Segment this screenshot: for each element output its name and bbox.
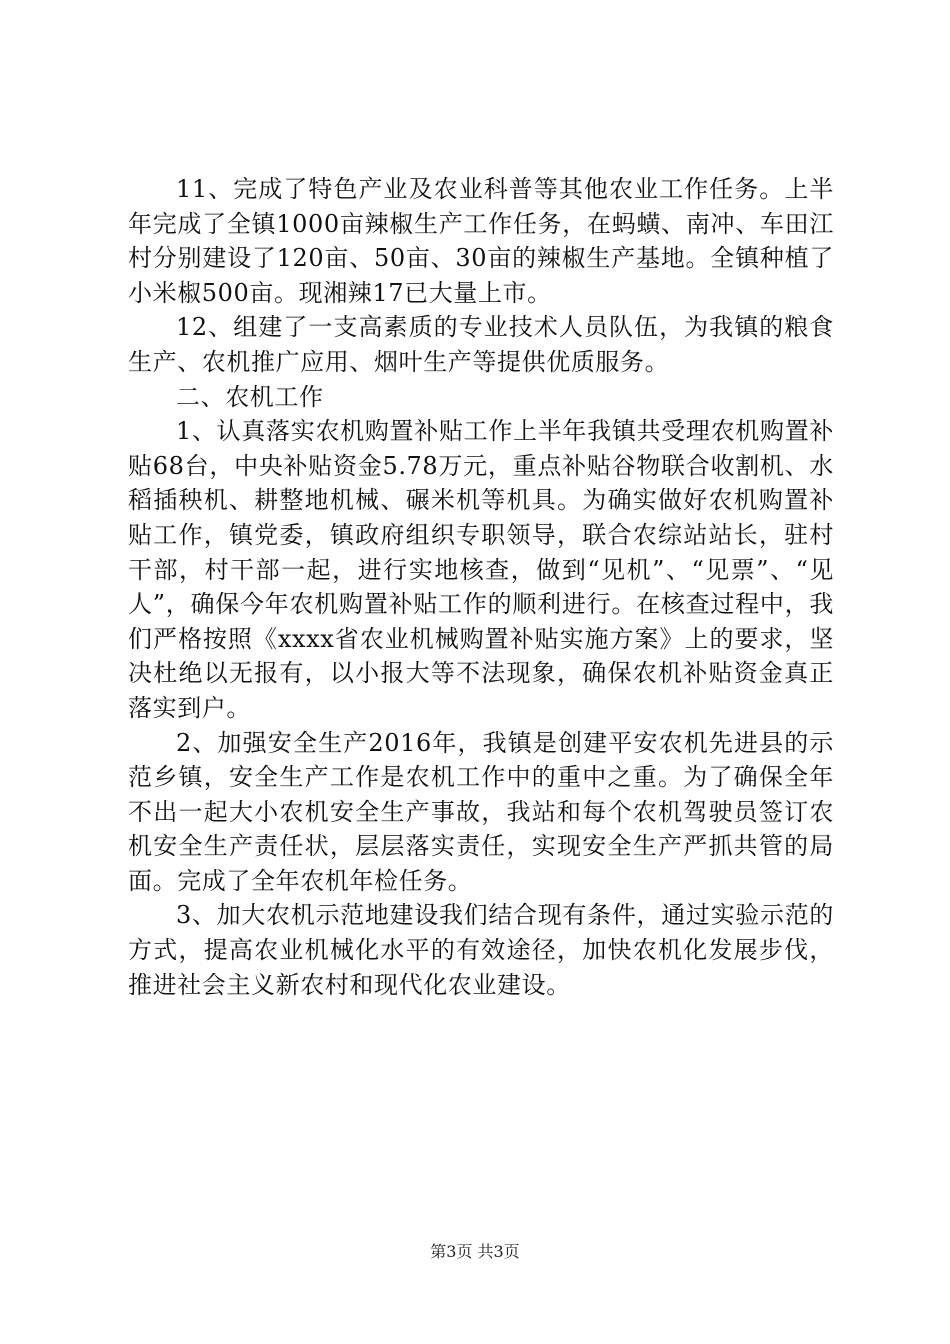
- paragraph-safety: 2、加强安全生产2016年，我镇是创建平安农机先进县的示范乡镇，安全生产工作是农机工作中的重中之重。为了确保全年不出一起大小农机安全生产事故，我站和每个农机驾驶员签订农机安全生产责任状，层层落实责任，实现安全生产严抓共管的局面。完成了全年农机年检任务。: [128, 728, 834, 895]
- document-body: [128, 172, 834, 1002]
- section-heading-farm-machinery: 二、农机工作: [176, 382, 324, 411]
- paragraph-item-11: 11、完成了特色产业及农业科普等其他农业工作任务。上半年完成了全镇1000亩辣椒生产工作任务，在蚂蟥、南冲、车田江村分别建设了120亩、50亩、30亩的辣椒生产基地。全镇种植了小米椒500亩。现湘辣17已大量上市。: [128, 175, 834, 307]
- paragraph-subsidy: 1、认真落实农机购置补贴工作上半年我镇共受理农机购置补贴68台，中央补贴资金5.78万元，重点补贴谷物联合收割机、水稻插秧机、耕整地机械、碾米机等机具。为确实做好农机购置补贴工作，镇党委，镇政府组织专职领导，联合农综站站长，驻村干部，村干部一起，进行实地核查，做到“见机”、“见票”、“见人”，确保今年农机购置补贴工作的顺利进行。在核查过程中，我们严格按照《xxxx省农业机械购置补贴实施方案》上的要求，坚决杜绝以无报有，以小报大等不法现象，确保农机补贴资金真正落实到户。: [128, 417, 834, 722]
- paragraph-item-12: 12、组建了一支高素质的专业技术人员队伍，为我镇的粮食生产、农机推广应用、烟叶生产等提供优质服务。: [128, 313, 834, 376]
- page-number-footer: 第3页 共3页: [430, 1242, 520, 1261]
- paragraph-demonstration: 3、加大农机示范地建设我们结合现有条件，通过实验示范的方式，提高农业机械化水平的有效途径，加快农机化发展步伐，推进社会主义新农村和现代化农业建设。: [128, 901, 834, 999]
